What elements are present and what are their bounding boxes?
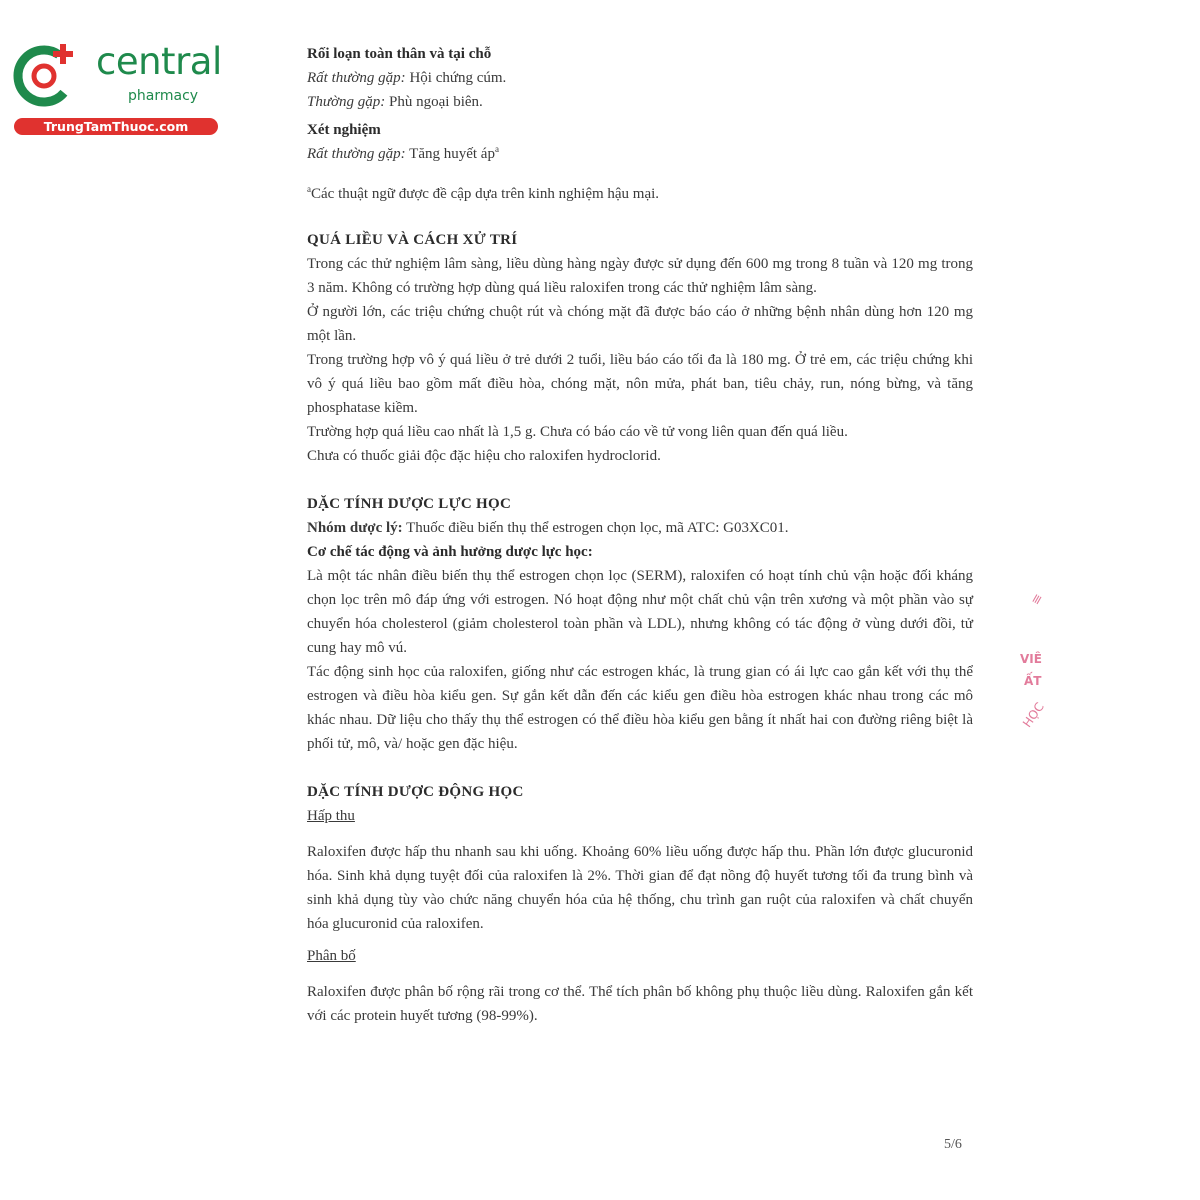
footnote-text: Các thuật ngữ được đề cập dựa trên kinh nghiệm hậu mại. — [311, 186, 660, 202]
pharmacologic-group — [307, 516, 973, 540]
stamp-mark: ≡ — [1028, 591, 1047, 608]
brand-tagline: pharmacy — [128, 88, 199, 104]
pharmacokinetics-title: DẶC TÍNH DƯỢC ĐỘNG HỌC — [307, 784, 524, 800]
central-pharmacy-logo-icon — [10, 38, 82, 110]
stamp-text-3: HỌC — [1019, 699, 1047, 731]
overdose-paragraph-4: Trường hợp quá liều cao nhất là 1,5 g. Chưa có báo cáo về tử vong liên quan đến quá liều. — [307, 424, 848, 440]
overdose-paragraph-3: Trong trường hợp vô ý quá liều ở trẻ dưới 2 tuổi, liều báo cáo tối đa là 180 mg. Ở trẻ em, các triệu chứng khi vô ý quá liều bao gồm mất điều hòa, chóng mặt, nôn mửa, phát ban, tiêu chảy, run, nóng bừng, và tăng phosphatase kiềm. — [307, 352, 973, 416]
page-number: 5/6 — [944, 1137, 962, 1152]
group-text: Thuốc điều biến thụ thể estrogen chọn lọc, mã ATC: G03XC01. — [402, 520, 789, 536]
systemic-disorders-heading: Rối loạn toàn thân và tại chỗ — [307, 46, 492, 62]
frequency-label: Rất thường gặp: — [307, 70, 406, 86]
frequency-label: Rất thường gặp: — [307, 146, 406, 162]
frequency-label: Thường gặp: — [307, 94, 386, 110]
overdose-title: QUÁ LIỀU VÀ CÁCH XỬ TRÍ — [307, 232, 518, 248]
systemic-row-2 — [307, 90, 973, 114]
systemic-row-1 — [307, 66, 973, 90]
overdose-paragraph-1: Trong các thử nghiệm lâm sàng, liều dùng hàng ngày được sử dụng đến 600 mg trong 8 tuần và 120 mg trong 3 năm. Không có trường hợp dùng quá liều raloxifen trong các thử nghiệm lâm sàng. — [307, 256, 973, 296]
distribution-heading: Phân bố — [307, 948, 356, 964]
effect-text: Hội chứng cúm. — [405, 70, 507, 86]
overdose-paragraph-2: Ở người lớn, các triệu chứng chuột rút và chóng mặt đã được báo cáo ở những bệnh nhân dùng hơn 120 mg một lần. — [307, 304, 973, 344]
tests-row — [307, 142, 973, 166]
mechanism-paragraph-1: Là một tác nhân điều biến thụ thể estrogen chọn lọc (SERM), raloxifen có hoạt tính chủ vận hoặc đối kháng chọn lọc trên mô đáp ứng với estrogen. Nó hoạt động như một chất chủ vận trên xương và một phần vào sự chuyển hóa cholesterol (giảm cholesterol toàn phần và LDL), nhưng không có tác động ở vùng dưới đồi, tử cung hay mô vú. — [307, 568, 973, 656]
brand-logo — [10, 38, 220, 138]
effect-text: Tăng huyết áp — [405, 146, 495, 162]
mechanism-paragraph-2: Tác động sinh học của raloxifen, giống như các estrogen khác, là trung gian có ái lực cao gắn kết với thụ thể estrogen và điều hòa kiểu gen. Sự gắn kết dẫn đến các kiểu gen điều hòa estrogen khác nhau trong các mô khác nhau. Dữ liệu cho thấy thụ thể estrogen có thể điều hòa kiểu gen bằng ít nhất hai con đường riêng biệt là phối tử, mô, và/ hoặc gen đặc hiệu. — [307, 664, 973, 752]
overdose-paragraph-5: Chưa có thuốc giải độc đặc hiệu cho raloxifen hydroclorid. — [307, 448, 661, 464]
mechanism-heading: Cơ chế tác động và ảnh hưởng dược lực học: — [307, 544, 593, 560]
footnote-marker: a — [494, 144, 499, 154]
pharmacodynamics-title: DẶC TÍNH DƯỢC LỰC HỌC — [307, 496, 512, 512]
footnote-marker: a — [307, 184, 311, 194]
group-label: Nhóm dược lý: — [307, 520, 403, 536]
stamp-text-1: VIÊ — [1020, 652, 1042, 666]
absorption-paragraph: Raloxifen được hấp thu nhanh sau khi uống. Khoảng 60% liều uống được hấp thu. Phần lớn được glucuronid hóa. Sinh khả dụng tuyệt đối của raloxifen là 2%. Thời gian để đạt nồng độ huyết tương tối đa trung bình và sinh khả dụng tùy vào chức năng chuyển hóa của hệ thống, chu trình gan ruột của raloxifen và chất chuyển hóa glucuronid của raloxifen. — [307, 844, 973, 932]
effect-text: Phù ngoại biên. — [385, 94, 483, 110]
document-body — [307, 42, 973, 1028]
absorption-heading: Hấp thu — [307, 808, 355, 824]
footnote — [307, 182, 973, 206]
distribution-paragraph: Raloxifen được phân bố rộng rãi trong cơ thể. Thể tích phân bố không phụ thuộc liều dùng. Raloxifen gắn kết với các protein huyết tương (98-99%). — [307, 984, 973, 1024]
tests-heading: Xét nghiệm — [307, 122, 381, 138]
brand-website: TrungTamThuoc.com — [14, 118, 218, 135]
brand-name: central — [96, 40, 222, 83]
stamp-fragment — [1018, 578, 1078, 738]
stamp-text-2: ẤT — [1024, 674, 1042, 688]
